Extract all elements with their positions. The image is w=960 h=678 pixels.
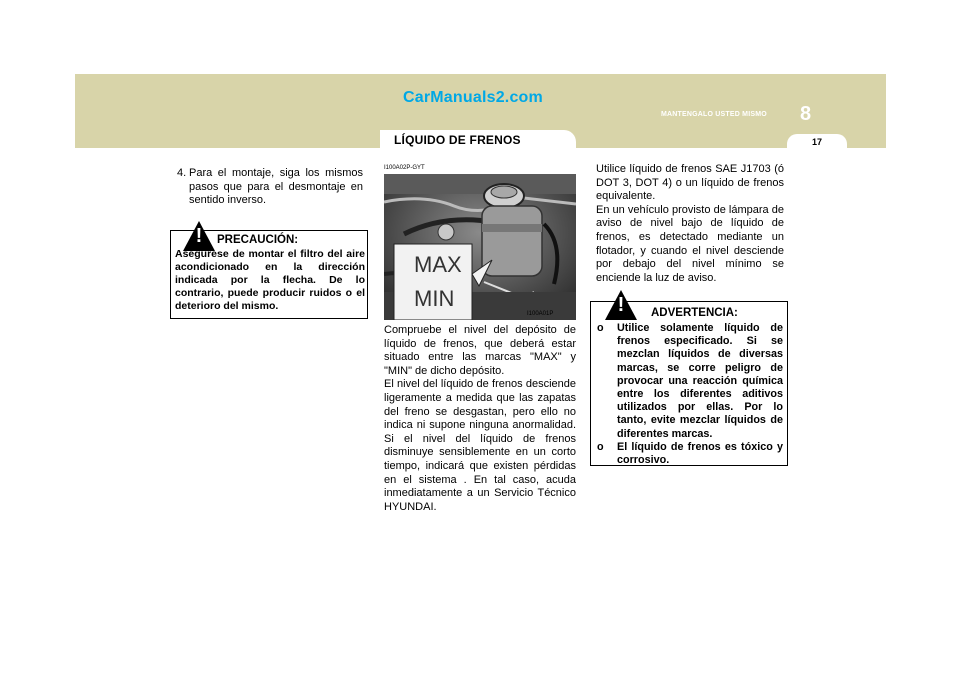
- warning-heading: ADVERTENCIA:: [651, 307, 738, 319]
- site-brand[interactable]: CarManuals2.com: [403, 89, 543, 106]
- caution-box: [170, 225, 368, 319]
- warning-list: [597, 322, 783, 467]
- min-label: MIN: [414, 286, 455, 311]
- section-title: LÍQUIDO DE FRENOS: [394, 133, 521, 147]
- chapter-number: 8: [800, 103, 812, 125]
- caution-heading: PRECAUCIÓN:: [217, 234, 299, 246]
- exclamation-icon: !: [617, 294, 625, 316]
- image-code-bottom: I100A01P: [527, 311, 554, 317]
- bullet: o: [597, 322, 604, 334]
- bullet: o: [597, 440, 604, 453]
- engine-bay-illustration: [384, 174, 576, 320]
- step-number: 4.: [177, 167, 187, 179]
- image-code-top: I100A02P-GYT: [384, 165, 425, 171]
- exclamation-icon: !: [195, 225, 203, 247]
- list-item-text: El líquido de frenos es tóxico y corrosivo.: [617, 440, 783, 467]
- list-item: [597, 322, 783, 441]
- brake-fluid-check-paragraph: Compruebe el nivel del depósito de líquido de frenos, que deberá estar situado entre las marcas "MAX" y "MIN" de dicho depósito. El nivel del líquido de frenos desciende ligeramente a medida que las zapatas del freno se desgastan, pero ello no indica ni supone ninguna anormalidad. Si el nivel del líquido de frenos disminuye sensiblemente en un corto tiempo, indicará que existen pérdidas en el sistema . En tal caso, acuda inmediatamente a un Servicio Técnico HYUNDAI.: [384, 324, 576, 513]
- caution-body: Asegúrese de montar el filtro del aire acondicionado en la dirección indicada por la flecha. De lo contrario, puede producir ruidos o el deterioro del mismo.: [175, 248, 365, 312]
- page-number: 17: [811, 137, 822, 147]
- step-text: Para el montaje, siga los mismos pasos que para el desmontaje en sentido inverso.: [189, 167, 363, 206]
- brake-fluid-spec-paragraph: Utilice líquido de frenos SAE J1703 (ó DOT 3, DOT 4) o un líquido de frenos equivalente. En un vehículo provisto de lámpara de aviso de nivel bajo de líquido de frenos, es detectado mediante un flotador, y cuando el nivel desciende por debajo del nivel mínimo se enciende la luz de aviso.: [596, 163, 784, 284]
- brake-fluid-reservoir-photo: [384, 174, 576, 320]
- step-4: [177, 167, 363, 208]
- warning-box: [590, 294, 788, 467]
- chapter-title: MANTENGALO USTED MISMO: [661, 111, 767, 118]
- list-item-text: Utilice solamente líquido de frenos especificado. Si se mezclan líquidos de diversas marcas, se corre peligro de provocar una reacción química entre los diferentes aditivos utilizados por ellas. Por lo tanto, evite mezclar líquidos de diferentes marcas.: [617, 322, 783, 440]
- list-item: [597, 441, 783, 467]
- max-label: MAX: [414, 252, 462, 277]
